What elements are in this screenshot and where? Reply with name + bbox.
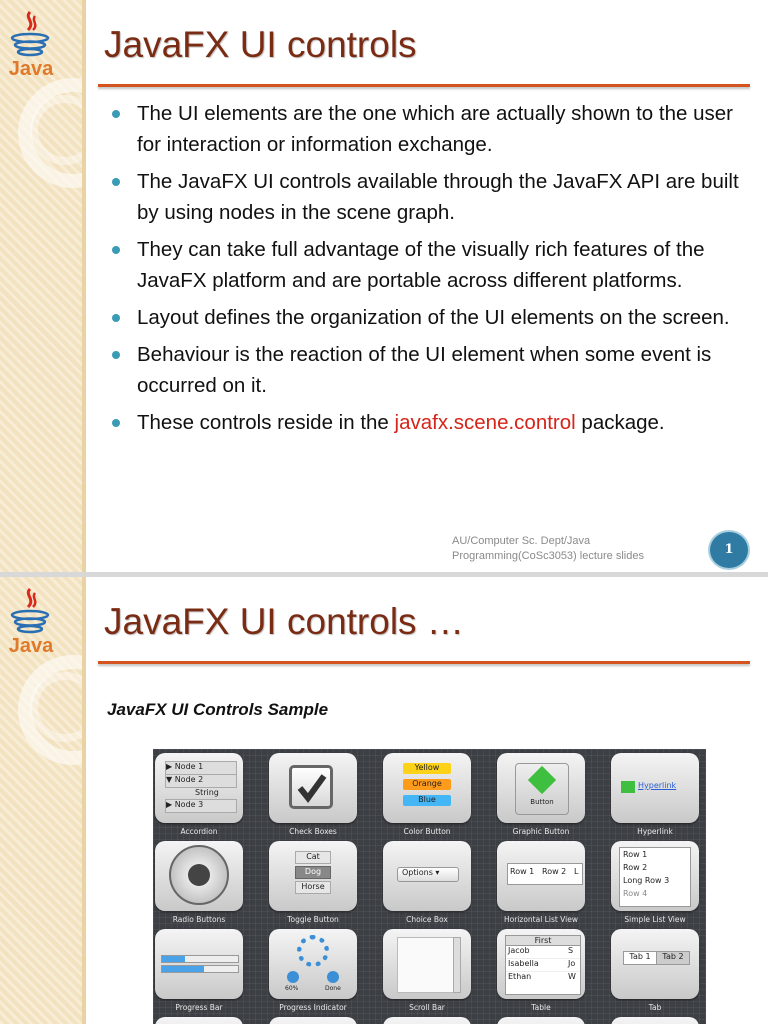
bullet-item: These controls reside in the javafx.scene.control package. [104, 407, 754, 438]
sidebar-edge [82, 0, 86, 572]
title-rule [98, 84, 750, 87]
sample-heading: JavaFX UI Controls Sample [107, 700, 329, 719]
bullet-item: The JavaFX UI controls available through the JavaFX API are built by using nodes in the scene graph. [104, 166, 754, 228]
next-row-tile [155, 1017, 243, 1024]
radio-button-tile [155, 841, 243, 911]
controls-sample-image: ▶ Node 1 ▼ Node 2 String ▶ Node 3 Yellow Orange Blue Button Hyperlink Accordion Check Boxes Color Button Graphic Button Hyperlink Cat Dog Horse Options ▾ Row 1 Row 2 L Row 1 Row 2 Long Row 3 Row 4 Radio Buttons Toggle Button Choice Box Horizontal List View Simple List View 60% Done First Jacob S Isabella Jo Ethan W Tab 1 Tab 2 Progress Bar Progress Indicator Scroll Bar Table Tab [153, 749, 706, 1024]
scroll-bar-tile [383, 929, 471, 999]
accordion-tile: ▶ Node 1 ▼ Node 2 String ▶ Node 3 [155, 753, 243, 823]
bullet-item: The UI elements are the one which are actually shown to the user for interaction or information exchange. [104, 98, 754, 160]
bullet-icon [112, 246, 120, 254]
graphic-button-tile: Button [497, 753, 585, 823]
next-row-tile [611, 1017, 699, 1024]
bullet-icon [112, 178, 120, 186]
bullet-list [104, 98, 754, 444]
radio-icon [169, 845, 229, 905]
slide-title: JavaFX UI controls … [104, 601, 464, 642]
slide-footer: AU/Computer Sc. Dept/Java Programming(CoSc3053) lecture slides [452, 535, 644, 562]
bullet-item: They can take full advantage of the visually rich features of the JavaFX platform and are portable across different platforms. [104, 234, 754, 296]
decorative-swirl-inner [30, 672, 100, 742]
java-logo-text: Java [8, 58, 54, 80]
hyperlink-icon [621, 781, 635, 793]
decorative-sidebar [0, 0, 86, 572]
cube-icon [528, 766, 556, 794]
bullet-icon [112, 110, 120, 118]
horizontal-list-tile: Row 1 Row 2 L [497, 841, 585, 911]
java-logo-icon [4, 585, 56, 661]
slide-2 [0, 577, 768, 1024]
package-name: javafx.scene.control [394, 411, 576, 434]
next-row-tile [383, 1017, 471, 1024]
sidebar-edge [82, 577, 86, 1024]
check-box-tile [269, 753, 357, 823]
bullet-item: Layout defines the organization of the UI elements on the screen. [104, 302, 754, 333]
bullet-icon [112, 314, 120, 322]
checkbox-icon [289, 765, 333, 809]
progress-indicator-tile: 60% Done [269, 929, 357, 999]
spinner-icon [297, 935, 329, 967]
slide-title: JavaFX UI controls [104, 24, 417, 65]
next-row-tile [269, 1017, 357, 1024]
decorative-swirl-inner [30, 95, 100, 165]
color-button-tile: Yellow Orange Blue [383, 753, 471, 823]
bullet-icon [112, 419, 120, 427]
java-logo-icon [4, 8, 56, 84]
progress-bar-tile [155, 929, 243, 999]
next-row-tile [497, 1017, 585, 1024]
simple-list-tile: Row 1 Row 2 Long Row 3 Row 4 [611, 841, 699, 911]
table-tile: First Jacob S Isabella Jo Ethan W [497, 929, 585, 999]
tab-tile: Tab 1 Tab 2 [611, 929, 699, 999]
page-number-badge: 1 [708, 530, 750, 570]
java-logo-text: Java [8, 635, 54, 657]
choice-box-tile: Options ▾ [383, 841, 471, 911]
toggle-button-tile: Cat Dog Horse [269, 841, 357, 911]
bullet-item: Behaviour is the reaction of the UI element when some event is occurred on it. [104, 339, 754, 401]
hyperlink-tile: Hyperlink [611, 753, 699, 823]
title-rule [98, 661, 750, 664]
bullet-icon [112, 351, 120, 359]
